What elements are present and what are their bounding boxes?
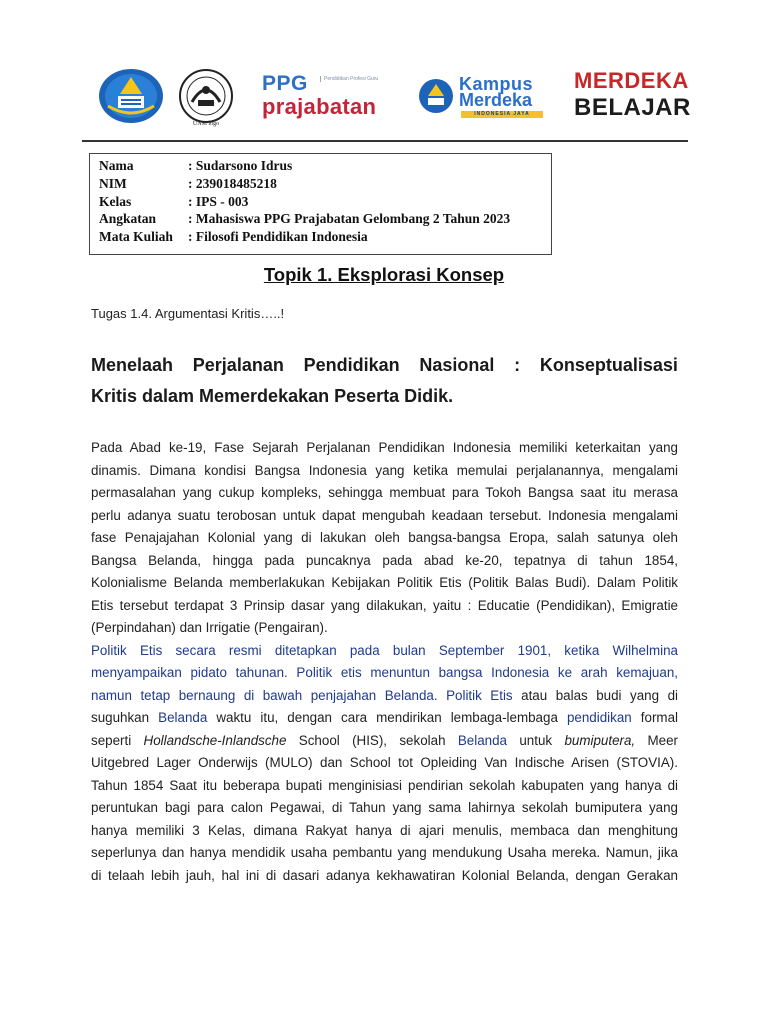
title-word: Nasional bbox=[419, 355, 495, 375]
plain-text: atau balas budi yang di bbox=[512, 687, 678, 703]
paragraph-1-line: dinamis. Dimana kondisi Bangsa Indonesia yang ketika memulai perjalanannya, mengalami bbox=[91, 462, 678, 478]
plain-text: untuk bbox=[507, 732, 565, 748]
header-divider bbox=[82, 140, 688, 142]
paragraph-2-line: Politik Etis secara resmi ditetapkan pada bulan September 1901, ketika Wilhelmina bbox=[91, 642, 678, 658]
italic-text: bumiputera, bbox=[564, 732, 636, 748]
paragraph-1-line: perlu adanya suatu terobosan untuk dapat mengubah keadaan tersebut. Indonesia mengalami bbox=[91, 507, 678, 523]
blue-text: namun tetap bernaung di bawah penjajahan Belanda. Politik Etis bbox=[91, 687, 513, 703]
kemdikbud-logo-icon bbox=[98, 68, 164, 124]
plain-text: Meer bbox=[635, 732, 678, 748]
identity-label: NIM bbox=[99, 176, 127, 191]
paragraph-1-line: permasalahan yang cukup kompleks, sehingga membuat para Tokoh Bangsa saat itu merasa bbox=[91, 485, 678, 500]
header-logos bbox=[82, 60, 691, 142]
paragraph-2-line bbox=[91, 685, 678, 708]
essay-title-line-1 bbox=[91, 350, 678, 381]
topic-heading: Topik 1. Eksplorasi Konsep bbox=[263, 264, 505, 285]
kampus-merdeka-logo bbox=[414, 74, 554, 124]
title-word: : bbox=[514, 355, 521, 375]
paragraph-1-line: fase Penajajahan Kolonial yang di lakukan oleh bangsa-bangsa Eropa, salah satunya oleh bbox=[91, 530, 678, 545]
blue-text: Belanda bbox=[158, 710, 208, 725]
blue-text: Belanda bbox=[457, 732, 508, 748]
italic-text: Hollandsche-Inlandsche bbox=[143, 732, 287, 748]
identity-value: : IPS - 003 bbox=[188, 194, 249, 209]
ppg-text: PPG bbox=[262, 72, 308, 95]
essay-title bbox=[91, 350, 678, 412]
paragraph-1-line: Etis tersebut terdapat 3 Prinsip dasar yang dilakukan, yaitu : Educatie (Pendidikan), Emigratie bbox=[91, 597, 678, 613]
identity-value: : 239018485218 bbox=[188, 176, 277, 191]
paragraph-2-line bbox=[91, 730, 678, 753]
paragraph-2-line: seperlunya dan hanya mendidik usaha pembantu yang mendukung Usaha mereka. Namun, jika bbox=[91, 845, 678, 860]
title-word: Pendidikan bbox=[303, 355, 400, 375]
paragraph-2-line bbox=[91, 707, 678, 730]
paragraph-2-line: Uitgebred Lager Onderwijs (MULO) dan School tot Opleiding Van Indische Arisen (STOVIA). bbox=[91, 755, 678, 770]
plain-text: suguhkan bbox=[91, 710, 159, 725]
paragraph-2-line: Tahun 1854 Saat itu beberapa bupati menginisiasi pendirian sekolah kabupaten yang hanya di bbox=[91, 777, 678, 793]
blue-text: pendidikan bbox=[566, 710, 632, 725]
identity-label: Angkatan bbox=[99, 211, 157, 226]
unm-logo-icon bbox=[178, 68, 234, 128]
ppg-prajabatan-logo bbox=[262, 70, 408, 122]
paragraph-2-line: di telaah lebih jauh, hal ini di dasari adanya kekhawatiran Kolonial Belanda, dengan Gerakan bbox=[91, 867, 678, 883]
paragraph-2-line: peruntukan bagi para calon Pegawai, di Tahun yang sama lahirnya sekolah bumiputera yang bbox=[91, 800, 678, 815]
paragraph-2-line: menyampaikan pidato tahunan. Politik etis menuntun bangsa Indonesia ke arah kemajuan, bbox=[91, 665, 678, 680]
identity-label: Mata Kuliah bbox=[99, 229, 173, 244]
kampus-text: Kampus bbox=[459, 74, 534, 94]
tut-wuri-icon bbox=[418, 78, 454, 114]
plain-text: waktu itu, dengan cara mendirikan lembaga-lembaga bbox=[207, 710, 567, 725]
identity-value: : Filosofi Pendidikan Indonesia bbox=[188, 229, 368, 244]
title-word: Menelaah bbox=[91, 355, 174, 375]
paragraph-1-line: Kolonialisme Belanda memberlakukan Kebijakan Politik Etis (Politik Balas Budi). Dalam Politik bbox=[91, 575, 678, 590]
merdeka-text: Merdeka bbox=[459, 90, 533, 110]
plain-text: School (HIS), sekolah bbox=[286, 732, 458, 748]
identity-value: : Sudarsono Idrus bbox=[188, 158, 293, 173]
essay-title-line-2: Kritis dalam Memerdekakan Peserta Didik. bbox=[91, 386, 454, 406]
paragraph-2-line: hanya memiliki 3 Kelas, dimana Rakyat hanya di ajari menulis, membaca dan menghitung bbox=[91, 822, 678, 838]
paragraph-1-line: Bangsa Belanda, hingga pada puncaknya pada abad ke-20, tepatnya di tahun 1854, bbox=[91, 552, 678, 568]
unm-caption: UNM logo bbox=[192, 121, 220, 127]
merdeka-word: MERDEKA bbox=[574, 68, 689, 93]
identity-box bbox=[89, 153, 552, 255]
prajabatan-text: prajabatan bbox=[262, 94, 377, 119]
plain-text: formal bbox=[631, 710, 678, 725]
paragraph-1-line: (Perpindahan) dan Irrigatie (Pengairan). bbox=[91, 620, 328, 635]
identity-label: Nama bbox=[99, 158, 134, 173]
title-word: Perjalanan bbox=[192, 355, 284, 375]
plain-text: seperti bbox=[91, 732, 144, 748]
indonesia-jaya-band: INDONESIA JAYA bbox=[461, 111, 543, 118]
essay-body bbox=[91, 437, 678, 887]
task-label: Tugas 1.4. Argumentasi Kritis…..! bbox=[91, 306, 285, 321]
identity-value: : Mahasiswa PPG Prajabatan Gelombang 2 Tahun 2023 bbox=[188, 211, 511, 226]
title-word: Konseptualisasi bbox=[539, 355, 678, 375]
identity-label: Kelas bbox=[99, 194, 132, 209]
paragraph-1-line: Pada Abad ke-19, Fase Sejarah Perjalanan Pendidikan Indonesia memiliki keterkaitan yang bbox=[91, 440, 678, 455]
merdeka-belajar-logo bbox=[572, 68, 691, 128]
ppg-subtext: Pendidikan Profesi Guru bbox=[320, 76, 378, 82]
belajar-word: BELAJAR bbox=[574, 94, 691, 121]
